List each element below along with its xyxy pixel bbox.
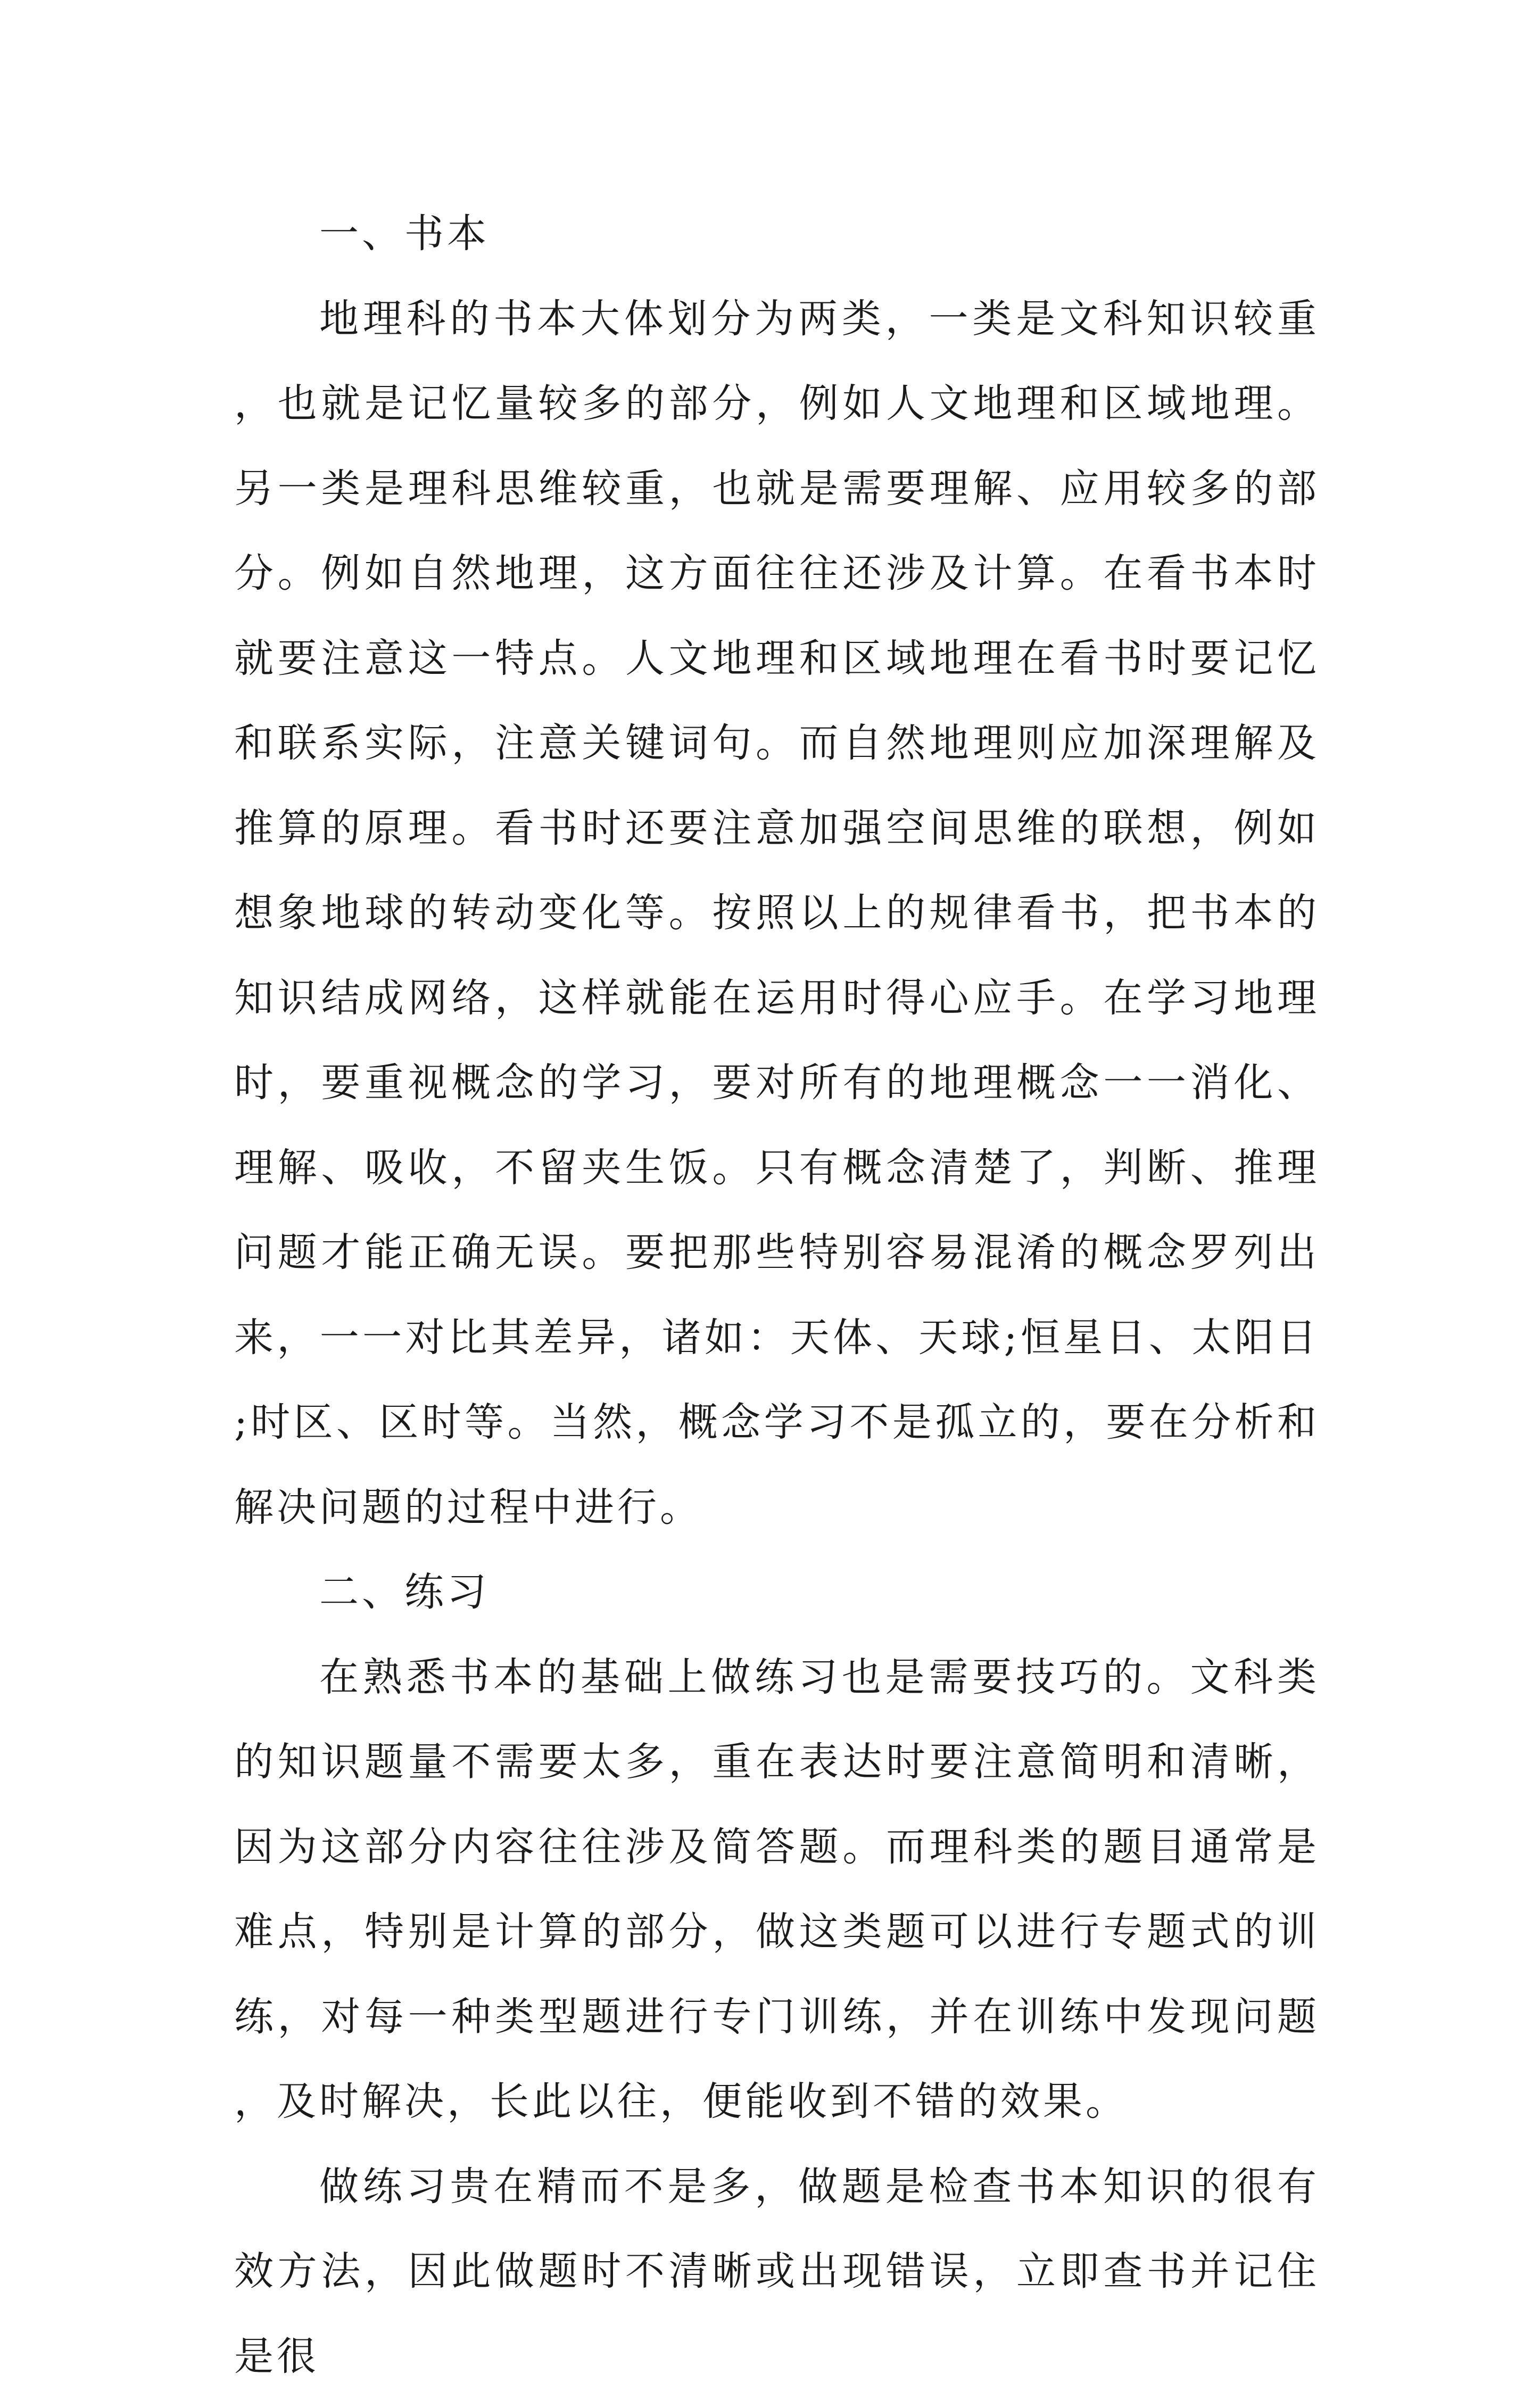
section-heading-practice: 二、练习: [234, 1550, 1320, 1635]
paragraph-practice-1: 在熟悉书本的基础上做练习也是需要技巧的。文科类的知识题量不需要太多，重在表达时要注意简明和清晰，因为这部分内容往往涉及简答题。而理科类的题目通常是难点，特别是计算的部分，做这类题可以进行专题式的训练，对每一种类型题进行专门训练，并在训练中发现问题，及时解决，长此以往，便能收到不错的效果。: [234, 1635, 1320, 2145]
section-heading-textbook: 一、书本: [234, 192, 1320, 277]
paragraph-practice-2: 做练习贵在精而不是多，做题是检查书本知识的很有效方法，因此做题时不清晰或出现错误，立即查书并记住是很: [234, 2145, 1320, 2399]
paragraph-textbook: 地理科的书本大体划分为两类，一类是文科知识较重，也就是记忆量较多的部分，例如人文地理和区域地理。另一类是理科思维较重，也就是需要理解、应用较多的部分。例如自然地理，这方面往往还涉及计算。在看书本时就要注意这一特点。人文地理和区域地理在看书时要记忆和联系实际，注意关键词句。而自然地理则应加深理解及推算的原理。看书时还要注意加强空间思维的联想，例如想象地球的转动变化等。按照以上的规律看书，把书本的知识结成网络，这样就能在运用时得心应手。在学习地理时，要重视概念的学习，要对所有的地理概念一一消化、理解、吸收，不留夹生饭。只有概念清楚了，判断、推理问题才能正确无误。要把那些特别容易混淆的概念罗列出来，一一对比其差异，诸如：天体、天球;恒星日、太阳日;时区、区时等。当然，概念学习不是孤立的，要在分析和解决问题的过程中进行。: [234, 277, 1320, 1551]
document-body: [234, 192, 1320, 2399]
